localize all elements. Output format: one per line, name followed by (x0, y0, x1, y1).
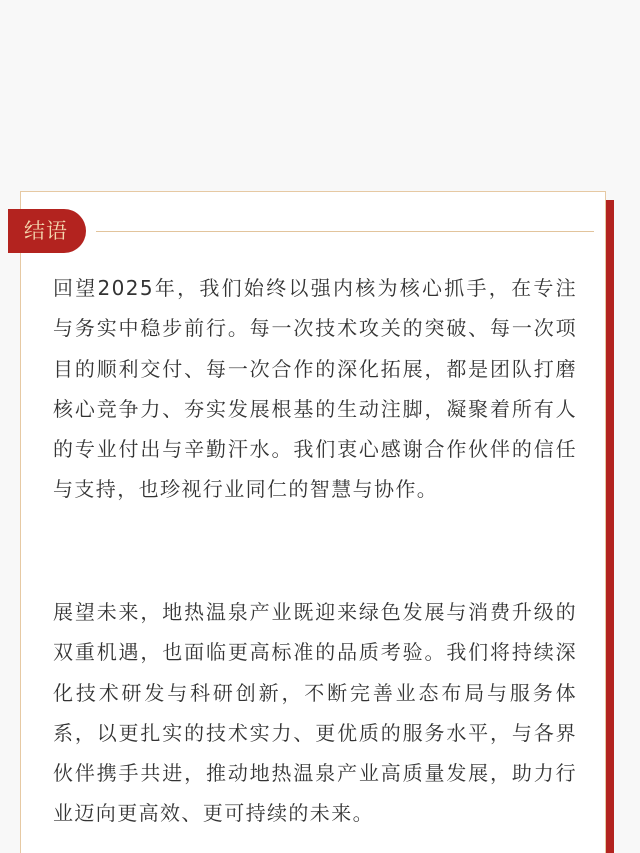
section-tag: 结语 (8, 209, 86, 253)
paragraph-review: 回望2025年，我们始终以强内核为核心抓手，在专注与务实中稳步前行。每一次技术攻关的突破、每一次项目的顺利交付、每一次合作的深化拓展，都是团队打磨核心竞争力、夯实发展根基的生动注脚，凝聚着所有人的专业付出与辛勤汗水。我们衷心感谢合作伙伴的信任与支持，也珍视行业同仁的智慧与协作。 (53, 276, 577, 502)
section-divider-line (96, 231, 594, 232)
card-accent-bar (606, 200, 614, 853)
paragraph-outlook: 展望未来，地热温泉产业既迎来绿色发展与消费升级的双重机遇，也面临更高标准的品质考验。我们将持续深化技术研发与科研创新，不断完善业态布局与服务体系，以更扎实的技术实力、更优质的服务水平，与各界伙伴携手共进，推动地热温泉产业高质量发展，助力行业迈向更高效、更可持续的未来。 (53, 600, 577, 826)
